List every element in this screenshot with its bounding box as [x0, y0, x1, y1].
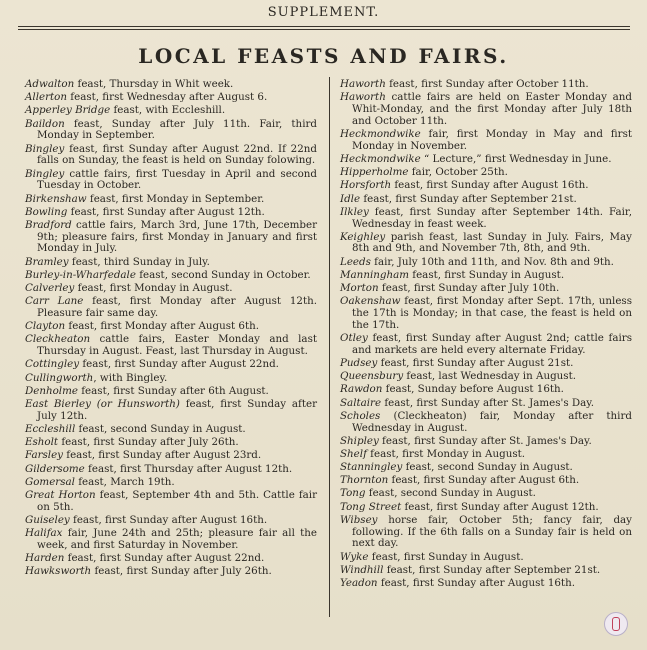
place-name: Hawksworth — [25, 565, 92, 578]
place-name: Denholme — [25, 384, 78, 397]
entry-text: feast, second Sunday in August. — [402, 461, 573, 474]
list-item — [340, 398, 632, 410]
place-name: Leeds — [340, 255, 371, 268]
place-name: Queensbury — [340, 370, 404, 383]
entry-text: feast, first Sunday after September 21st. — [360, 192, 577, 205]
list-item — [25, 424, 317, 436]
place-name: Halifax — [25, 527, 63, 540]
entry-text: feast, September 4th and 5th. Cattle fair on 5th. — [37, 488, 317, 513]
place-name: Farsley — [25, 449, 63, 462]
list-item — [340, 475, 632, 487]
place-name: Oakenshaw — [340, 295, 401, 308]
place-name: East Bierley (or Hunsworth) — [25, 397, 180, 410]
place-name: Yeadon — [340, 577, 378, 590]
entry-text: feast, first Sunday after St. James's Day. — [378, 434, 592, 447]
header-rule-thin — [18, 29, 630, 30]
place-name: Tong — [340, 487, 366, 500]
list-item — [340, 270, 632, 282]
entry-text: cattle fairs are held on Easter Monday and Whit-Monday, and the first Monday after July 18th and October 11th. — [352, 91, 632, 127]
place-name: Apperley Bridge — [25, 104, 111, 117]
entry-text: parish feast, last Sunday in July. Fairs, May 8th and 9th, and November 7th, 8th, and 9th. — [352, 230, 632, 255]
entry-text: feast, first Thursday after August 12th. — [84, 462, 293, 475]
list-item — [25, 464, 317, 476]
place-name: Bingley — [25, 167, 65, 180]
place-name: Guiseley — [25, 513, 70, 526]
entry-text: feast, first Monday after August 12th. Pleasure fair same day. — [37, 295, 317, 320]
entry-text: feast, March 19th. — [74, 475, 175, 488]
list-item — [340, 449, 632, 461]
list-item — [25, 515, 317, 527]
list-item — [25, 207, 317, 219]
entry-text: feast, second Sunday in August. — [365, 487, 536, 500]
watermark-logo-icon — [604, 612, 628, 636]
place-name: Pudsey — [340, 357, 378, 369]
list-item — [25, 528, 317, 552]
entry-text: feast, first Sunday after August 22nd. If 22nd falls on Sunday, the feast is held on Sunday folowing. — [37, 142, 317, 167]
list-item — [340, 232, 632, 256]
list-item — [340, 371, 632, 383]
entry-text: feast, second Sunday in August. — [75, 422, 246, 435]
place-name: Shipley — [340, 434, 379, 447]
place-name: Otley — [340, 332, 368, 345]
entry-text: feast, first Sunday after August 23rd. — [63, 449, 262, 462]
place-name: Gomersal — [25, 475, 75, 488]
place-name: Scholes — [340, 409, 381, 422]
left-column — [25, 79, 317, 579]
list-item — [25, 270, 317, 282]
list-item — [340, 257, 632, 269]
entry-text: feast, first Sunday after August 12th. — [401, 500, 599, 513]
list-item — [25, 144, 317, 168]
entry-text: feast, first Sunday in August. — [409, 268, 565, 281]
entry-text: feast, first Sunday in August. — [368, 550, 524, 563]
place-name: Rawdon — [340, 383, 383, 396]
place-name: Cottingley — [25, 358, 80, 371]
entry-text: feast, first Sunday after St. James's Day. — [381, 396, 595, 409]
list-item — [25, 169, 317, 193]
place-name: Birkenshaw — [25, 192, 87, 205]
place-name: Stanningley — [340, 461, 403, 474]
list-item — [340, 565, 632, 577]
place-name: Hipperholme — [340, 166, 409, 179]
place-name: Heckmondwike — [340, 127, 421, 140]
place-name: Windhill — [340, 563, 384, 576]
entry-text: fair, October 25th. — [408, 166, 508, 179]
entry-text: feast, first Monday after Sept. 17th, unless the 17th is Monday; in that case, the feast is held on the 17th. — [352, 295, 632, 331]
place-name: Heckmondwike — [340, 152, 421, 165]
list-item — [340, 283, 632, 295]
place-name: Great Horton — [25, 488, 96, 501]
place-name: Bowling — [25, 205, 68, 218]
list-item — [340, 488, 632, 500]
entry-text: , with Bingley. — [93, 371, 168, 384]
place-name: Burley-in-Wharfedale — [25, 268, 136, 281]
list-item — [340, 384, 632, 396]
place-name: Cullingworth — [25, 371, 94, 384]
list-item — [25, 566, 317, 578]
supplement-header: SUPPLEMENT. — [267, 5, 380, 20]
place-name: Cleckheaton — [25, 333, 91, 346]
place-name: Ilkley — [340, 205, 369, 218]
list-item — [25, 283, 317, 295]
header-rule — [18, 26, 630, 27]
right-column — [340, 79, 632, 591]
place-name: Adwalton — [25, 78, 75, 90]
place-name: Shelf — [340, 447, 367, 460]
list-item — [25, 477, 317, 489]
list-item — [25, 105, 317, 117]
list-item — [340, 296, 632, 331]
entry-text: feast, first Monday in August. — [366, 447, 526, 460]
entry-text: feast, first Sunday after August 22nd. — [64, 552, 265, 565]
place-name: Carr Lane — [25, 295, 84, 308]
list-item — [25, 399, 317, 423]
entry-text: feast, first Sunday after August 21st. — [377, 357, 574, 369]
list-item — [25, 79, 317, 91]
list-item — [340, 552, 632, 564]
entry-text: feast, second Sunday in October. — [135, 268, 311, 281]
list-item — [340, 462, 632, 474]
list-item — [25, 334, 317, 358]
list-item — [340, 129, 632, 153]
list-item — [25, 359, 317, 371]
list-item — [340, 154, 632, 166]
entry-text: feast, first Sunday after August 22nd. — [79, 358, 279, 371]
place-name: Horsforth — [340, 179, 392, 192]
place-name: Haworth — [340, 91, 386, 104]
place-name: Thornton — [340, 474, 389, 487]
list-item — [25, 490, 317, 514]
entry-text: feast, Sunday before August 16th. — [382, 383, 564, 396]
list-item — [340, 358, 632, 370]
entry-text: (Cleckheaton) fair, Monday after third Wednesday in August. — [352, 409, 632, 434]
place-name: Wibsey — [340, 513, 378, 526]
place-name: Allerton — [25, 91, 68, 104]
place-name: Bradford — [25, 218, 72, 231]
list-item — [340, 411, 632, 435]
entry-text: “ Lecture,” first Wednesday in June. — [420, 152, 612, 165]
place-name: Wyke — [340, 550, 369, 563]
list-item — [340, 167, 632, 179]
place-name: Gildersome — [25, 462, 85, 475]
place-name: Eccleshill — [25, 422, 76, 435]
list-item — [340, 436, 632, 448]
place-name: Bramley — [25, 255, 69, 268]
entry-text: feast, first Sunday after August 16th. — [69, 513, 268, 526]
list-item — [25, 437, 317, 449]
place-name: Calverley — [25, 282, 75, 295]
entry-text: cattle fairs, Easter Monday and last Thursday in August. Feast, last Thursday in August. — [37, 333, 317, 358]
entry-text: feast, first Monday in September. — [86, 192, 265, 205]
entry-text: feast, first Sunday after October 11th. — [385, 78, 589, 90]
entry-text: fair, July 10th and 11th, and Nov. 8th and 9th. — [370, 255, 614, 268]
list-item — [25, 220, 317, 255]
place-name: Idle — [340, 192, 361, 205]
place-name: Tong Street — [340, 500, 402, 513]
entry-text: feast, first Monday in August. — [74, 282, 233, 295]
list-item — [340, 333, 632, 357]
list-item — [25, 386, 317, 398]
place-name: Haworth — [340, 78, 386, 90]
entry-text: feast, Thursday in Whit week. — [74, 78, 234, 90]
list-item — [340, 194, 632, 206]
entry-text: feast, first Sunday after September 21st. — [383, 563, 601, 576]
entry-text: feast, first Sunday after August 12th. — [67, 205, 265, 218]
list-item — [340, 92, 632, 127]
list-item — [25, 553, 317, 565]
entry-text: feast, last Wednesday in August. — [403, 370, 576, 383]
list-item — [25, 373, 317, 385]
entry-text: feast, first Sunday after August 16th. — [391, 179, 589, 192]
entry-text: feast, first Sunday after August 2nd; cattle fairs and markets are held every alternate Friday. — [352, 332, 632, 356]
list-item — [340, 502, 632, 514]
list-item — [25, 321, 317, 333]
place-name: Morton — [340, 282, 379, 295]
entry-text: fair, first Monday in May and first Monday in November. — [352, 127, 632, 152]
list-item — [340, 180, 632, 192]
entry-text: feast, first Sunday after July 26th. — [91, 565, 272, 578]
list-item — [340, 578, 632, 590]
list-item — [25, 92, 317, 104]
place-name: Manningham — [340, 268, 409, 281]
place-name: Saltaire — [340, 396, 382, 409]
entry-text: cattle fairs, March 3rd, June 17th, December 9th; pleasure fairs, first Monday in January and first Monday in July. — [37, 218, 317, 255]
entry-text: feast, first Sunday after July 12th. — [37, 397, 317, 422]
entry-text: feast, first Monday after August 6th. — [65, 320, 260, 333]
entry-text: feast, first Sunday after July 26th. — [58, 436, 239, 449]
list-item — [340, 79, 632, 91]
column-divider — [329, 77, 330, 617]
place-name: Clayton — [25, 320, 66, 333]
place-name: Harden — [25, 552, 65, 565]
place-name: Esholt — [25, 436, 59, 449]
entry-text: fair, June 24th and 25th; pleasure fair all the week, and first Saturday in November. — [37, 527, 317, 551]
list-item — [340, 515, 632, 550]
place-name: Keighley — [340, 230, 386, 243]
entry-text: feast, Sunday after July 11th. Fair, third Monday in September. — [37, 117, 317, 142]
entry-text: feast, first Sunday after July 10th. — [378, 282, 560, 295]
entry-text: feast, first Wednesday after August 6. — [67, 91, 268, 104]
page-title: LOCAL FEASTS AND FAIRS. — [138, 44, 509, 68]
entry-text: cattle fairs, first Tuesday in April and second Tuesday in October. — [37, 167, 317, 192]
entry-text: feast, first Sunday after 6th August. — [77, 384, 269, 397]
entry-text: feast, first Sunday after August 6th. — [388, 474, 580, 487]
list-item — [25, 257, 317, 269]
list-item — [25, 450, 317, 462]
list-item — [25, 296, 317, 320]
entry-text: horse fair, October 5th; fancy fair, day following. If the 6th falls on a Sunday fair is held on next day. — [352, 513, 632, 550]
entry-text: feast, third Sunday in July. — [68, 255, 210, 268]
entry-text: feast, first Sunday after September 14th. Fair, Wednesday in feast week. — [352, 205, 632, 230]
entry-text: feast, first Sunday after August 16th. — [377, 577, 575, 590]
place-name: Baildon — [25, 117, 65, 130]
list-item — [25, 194, 317, 206]
list-item — [340, 207, 632, 231]
place-name: Bingley — [25, 142, 65, 155]
entry-text: feast, with Eccleshill. — [110, 104, 226, 117]
list-item — [25, 119, 317, 143]
